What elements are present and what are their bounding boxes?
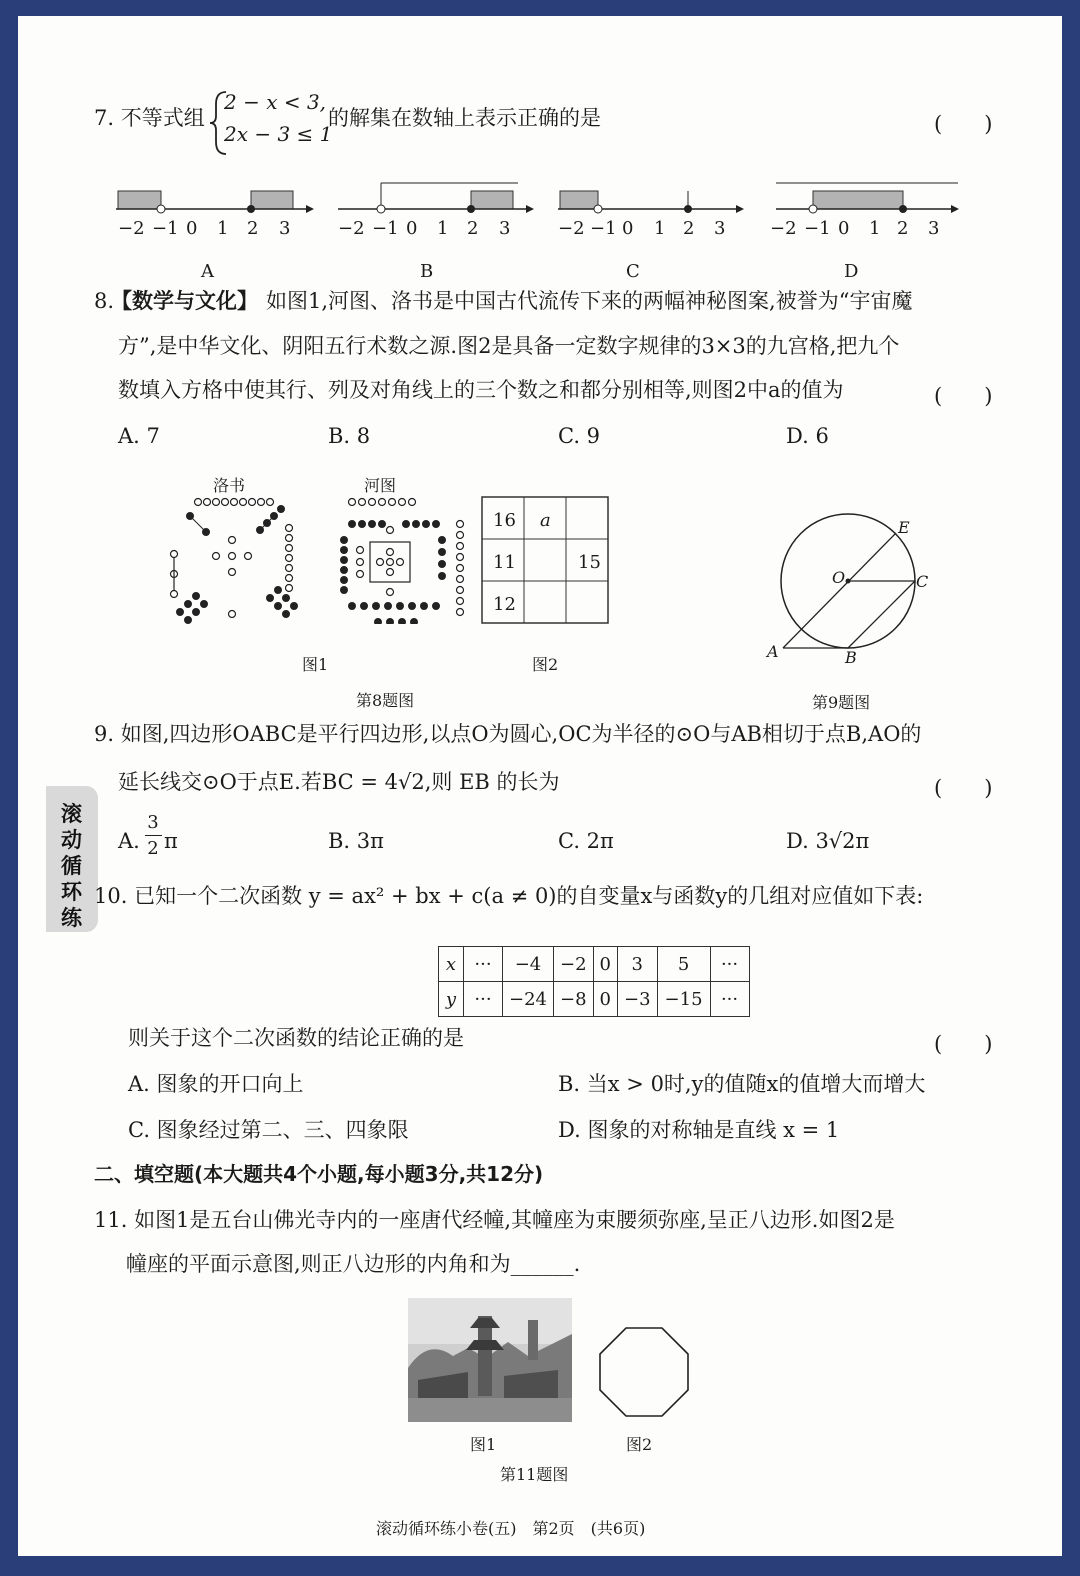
q9-option-a-denominator: 2 <box>147 838 159 859</box>
q7-stem-suffix: 的解集在数轴上表示正确的是 <box>328 106 601 130</box>
table-cell: −3 <box>618 982 658 1017</box>
table-cell: 0 <box>593 982 617 1017</box>
tick-label: 3 <box>279 218 291 239</box>
tick-label: −2 <box>338 218 365 239</box>
table-cell: −2 <box>554 947 594 982</box>
tick-label: 1 <box>654 218 666 239</box>
q8-line3: 数填入方格中使其行、列及对角线上的三个数之和都分别相等,则图2中a的值为 <box>118 378 844 402</box>
octagon-diagram <box>598 1326 690 1418</box>
table-cell: ··· <box>464 947 503 982</box>
q8-line2: 方”,是中华文化、阴阳五行术数之源.图2是具备一定数字规律的3×3的九宫格,把九个 <box>118 334 900 358</box>
q8-option-b: B. 8 <box>328 424 371 448</box>
q10-option-a: A. 图象的开口向上 <box>128 1072 304 1096</box>
q8-answer-paren: ( ) <box>934 384 993 408</box>
q7-option-d: D <box>844 261 859 282</box>
q11-fig2-caption: 图2 <box>626 1435 653 1454</box>
tick-label: 2 <box>683 218 695 239</box>
tick-label: 1 <box>869 218 881 239</box>
q11-fig1-caption: 图1 <box>470 1435 497 1454</box>
tick-label: −2 <box>558 218 585 239</box>
table-cell: −4 <box>503 947 554 982</box>
q10-option-d: D. 图象的对称轴是直线 x = 1 <box>558 1118 840 1142</box>
q9-option-d: D. 3√2π <box>786 829 870 853</box>
sidebar-char: 练 <box>61 906 82 930</box>
tick-label: −1 <box>152 218 179 239</box>
q11-line1: 11. 如图1是五台山佛光寺内的一座唐代经幢,其幢座为束腰须弥座,呈正八边形.如图2是 <box>94 1208 895 1232</box>
q8-option-d: D. 6 <box>786 424 829 448</box>
q9-line2: 延长线交⊙O于点E.若BC = 4√2,则 EB 的长为 <box>118 770 560 794</box>
tick-label: 0 <box>186 218 198 239</box>
point-label: C <box>916 572 929 591</box>
q7-option-a: A <box>201 261 214 282</box>
table-cell: x <box>439 947 464 982</box>
q7-option-b: B <box>420 261 434 282</box>
sidebar-char: 循 <box>61 854 82 878</box>
tick-label: −2 <box>770 218 797 239</box>
grid-cell: a <box>540 510 551 531</box>
q10-answer-paren: ( ) <box>934 1032 993 1056</box>
numberline-b <box>338 183 534 213</box>
table-cell: 0 <box>593 947 617 982</box>
point-label: A <box>767 642 779 661</box>
q11-line2: 幢座的平面示意图,则正八边形的内角和为______. <box>126 1252 581 1276</box>
tick-label: 3 <box>714 218 726 239</box>
table-cell: ··· <box>464 982 503 1017</box>
q7-stem-prefix: 7. 不等式组 <box>94 106 205 130</box>
numberline-a <box>116 191 314 213</box>
point-label: B <box>845 648 857 667</box>
sidebar-char: 动 <box>61 828 82 852</box>
tick-label: −2 <box>118 218 145 239</box>
tick-label: 0 <box>838 218 850 239</box>
table-cell: −8 <box>554 982 594 1017</box>
numberline-d <box>776 183 959 213</box>
tick-label: −1 <box>804 218 831 239</box>
q9-option-a-prefix: A. <box>118 829 140 853</box>
q9-figure-caption: 第9题图 <box>812 693 871 712</box>
table-cell: 5 <box>657 947 710 982</box>
q11-figure-caption: 第11题图 <box>500 1465 569 1484</box>
grid-cell: 11 <box>493 552 516 573</box>
luoshu-hetu-diagram <box>166 494 466 624</box>
q7-inequality-2: 2x − 3 ≤ 1 <box>224 122 333 146</box>
exam-page <box>18 16 1062 1556</box>
tick-label: 0 <box>622 218 634 239</box>
point-label: E <box>898 518 910 537</box>
numberline-c <box>558 191 744 213</box>
q8-line1: 如图1,河图、洛书是中国古代流传下来的两幅神秘图案,被誉为“宇宙魔 <box>266 289 913 313</box>
grid-cell: 15 <box>578 552 601 573</box>
q10-option-c: C. 图象经过第二、三、四象限 <box>128 1118 409 1142</box>
q9-answer-paren: ( ) <box>934 776 993 800</box>
fraction-bar <box>145 835 162 836</box>
q7-inequality-1: 2 − x < 3, <box>224 90 327 114</box>
q8-tag: 【数学与文化】 <box>111 289 258 313</box>
q10-line1: 10. 已知一个二次函数 y = ax² + bx + c(a ≠ 0)的自变量x与函数y的几组对应值如下表: <box>94 884 924 908</box>
q10-option-b: B. 当x > 0时,y的值随x的值增大而增大 <box>558 1072 926 1096</box>
q7-option-c: C <box>626 261 640 282</box>
tick-label: 1 <box>217 218 229 239</box>
tick-label: 3 <box>499 218 511 239</box>
q9-option-c: C. 2π <box>558 829 614 853</box>
table-row <box>439 982 750 1017</box>
table-cell: ··· <box>710 947 749 982</box>
table-row <box>439 947 750 982</box>
tick-label: 1 <box>437 218 449 239</box>
q9-line1: 9. 如图,四边形OABC是平行四边形,以点O为圆心,OC为半径的⊙O与AB相切于点B,AO的 <box>94 722 922 746</box>
point-label: O <box>832 568 846 587</box>
q9-option-a-suffix: π <box>164 829 178 853</box>
temple-photo <box>408 1298 572 1422</box>
q10-value-table <box>438 946 750 1017</box>
sidebar-char: 环 <box>61 880 82 904</box>
q10-line2: 则关于这个二次函数的结论正确的是 <box>128 1026 464 1050</box>
q8-fig1-caption: 图1 <box>302 655 329 674</box>
luoshu-label: 洛书 <box>213 476 246 495</box>
q7-answer-paren: ( ) <box>934 112 993 136</box>
q8-option-c: C. 9 <box>558 424 601 448</box>
table-cell: y <box>439 982 464 1017</box>
tick-label: −1 <box>590 218 617 239</box>
hetu-label: 河图 <box>364 476 397 495</box>
q8-option-a: A. 7 <box>118 424 160 448</box>
tick-label: 2 <box>247 218 259 239</box>
sidebar-char: 滚 <box>61 802 82 826</box>
grid-cell: 12 <box>493 594 516 615</box>
section-title: 二、填空题(本大题共4个小题,每小题3分,共12分) <box>94 1162 544 1186</box>
tick-label: 3 <box>928 218 940 239</box>
tick-label: 2 <box>897 218 909 239</box>
page-footer: 滚动循环练小卷(五) 第2页 (共6页) <box>376 1519 646 1538</box>
tick-label: −1 <box>372 218 399 239</box>
q8-figure-caption: 第8题图 <box>356 691 415 710</box>
q9-option-b: B. 3π <box>328 829 384 853</box>
grid-cell: 16 <box>493 510 516 531</box>
table-cell: 3 <box>618 947 658 982</box>
table-cell: −15 <box>657 982 710 1017</box>
tick-label: 0 <box>406 218 418 239</box>
q9-option-a-numerator: 3 <box>147 812 159 833</box>
q8-fig2-caption: 图2 <box>532 655 559 674</box>
table-cell: −24 <box>503 982 554 1017</box>
q8-number: 8. <box>94 289 115 313</box>
tick-label: 2 <box>467 218 479 239</box>
table-cell: ··· <box>710 982 749 1017</box>
